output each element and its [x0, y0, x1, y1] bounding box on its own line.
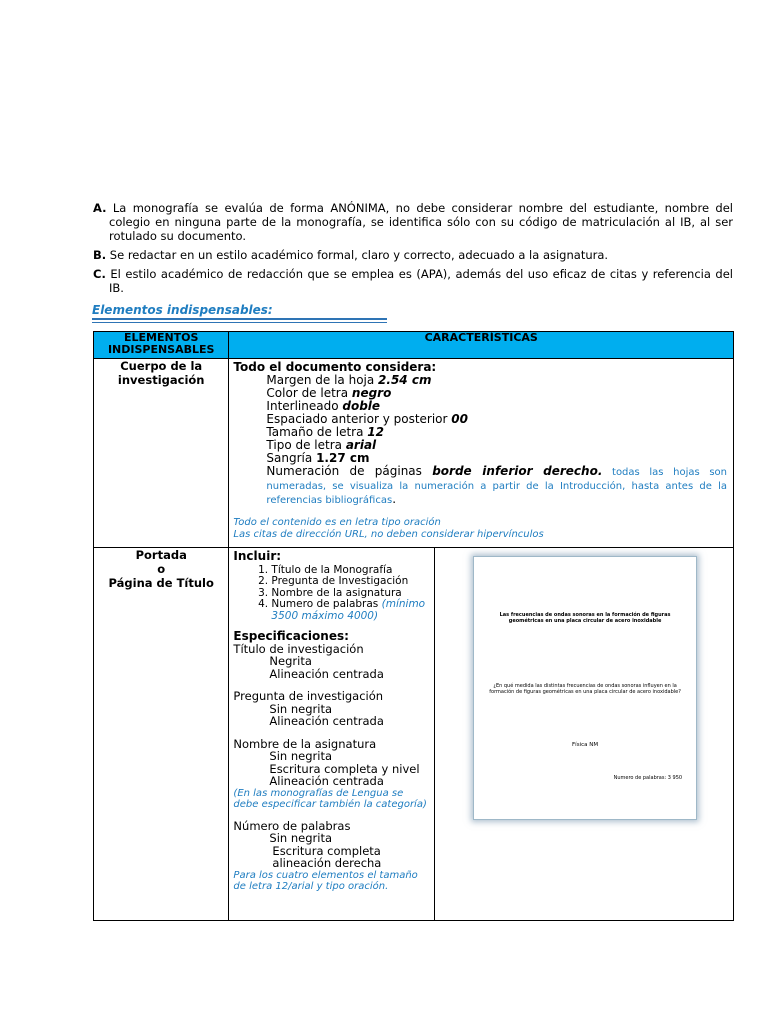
- thumbnail-subject: Física NM: [572, 742, 599, 748]
- intro-paragraphs: [93, 201, 733, 300]
- table-header-row: [94, 332, 734, 359]
- intro-letter: B.: [93, 248, 107, 262]
- cuerpo-item: Color de letra negro: [266, 386, 392, 400]
- section-title: Elementos indispensables:: [92, 303, 273, 317]
- spec-detail: Escritura completa y nivel: [269, 761, 420, 776]
- spec-detail: Alineación centrada: [269, 714, 384, 728]
- intro-item-a: [93, 201, 733, 243]
- list-item: 2. Pregunta de Investigación: [271, 576, 430, 588]
- cuerpo-item: Espaciado anterior y posterior 00: [266, 412, 468, 426]
- spec-detail: Negrita: [269, 654, 312, 668]
- title-page-example-cell: [435, 548, 734, 921]
- spec-detail: Sin negrita: [269, 831, 333, 845]
- row-label-portada: [94, 548, 229, 921]
- row-content-cuerpo: [229, 359, 734, 548]
- section-title-rule: [92, 318, 387, 323]
- spec-pregunta: Pregunta de investigación: [233, 689, 384, 703]
- intro-item-b: [93, 248, 733, 262]
- intro-text: Se redactar en un estilo académico formal, claro y correcto, adecuado a la asignatura.: [109, 248, 609, 262]
- table-row: [94, 548, 734, 921]
- thumbnail-title: Las frecuencias de ondas sonoras en la formación de figuras geométricas en una placa circular de acero inoxidable: [499, 612, 671, 624]
- intro-text: El estilo académico de redacción que se emplea es (APA), además del uso eficaz de citas y referencia del IB.: [109, 267, 734, 295]
- portada-label-line: Página de Título: [108, 576, 214, 590]
- cuerpo-item: Interlineado doble: [266, 399, 381, 413]
- requirements-table: [93, 331, 734, 921]
- intro-letter: C.: [93, 267, 106, 281]
- cuerpo-numeracion: Numeración de páginas borde inferior derecho. todas las hojas son numeradas, se visualiza la numeración a partir de la Introducción, hasta antes de la referencias bibliográficas.: [266, 464, 727, 506]
- cuerpo-item: Tipo de letra arial: [266, 438, 377, 452]
- intro-text: La monografía se evalúa de forma ANÓNIMA, no debe considerar nombre del estudiante, nombre del colegio en ninguna parte de la monografía, se identifica sólo con su código de matriculación al IB, al ser rotulado su documento.: [109, 201, 733, 243]
- cuerpo-item: Margen de la hoja 2.54 cm: [266, 373, 432, 387]
- spec-detail: Alineación centrada: [269, 666, 384, 681]
- cuerpo-notes: [233, 517, 727, 541]
- spec-nombre-note: (En las monografías de Lengua se debe especificar también la categoría): [233, 787, 427, 810]
- cuerpo-item: Sangría 1.27 cm: [266, 451, 370, 465]
- spec-heading: Especificaciones:: [233, 629, 349, 643]
- table-row: [94, 359, 734, 548]
- intro-letter: A.: [93, 201, 107, 215]
- header-elementos: ELEMENTOS INDISPENSABLES: [94, 332, 229, 359]
- header-caracteristicas: CARACTERÍSTICAS: [229, 332, 734, 359]
- row-label-cuerpo: Cuerpo de la investigación: [94, 359, 229, 548]
- title-page-thumbnail: [473, 556, 697, 820]
- spec-detail: Escritura completa: [272, 843, 381, 858]
- spec-detail: alineación derecha: [272, 856, 382, 870]
- cuerpo-item: Tamaño de letra 12: [266, 425, 384, 439]
- intro-item-c: [93, 267, 733, 295]
- spec-detail: Sin negrita: [269, 701, 333, 716]
- spec-titulo: Título de investigación: [233, 641, 364, 656]
- cuerpo-heading: Todo el documento considera:: [233, 360, 437, 374]
- list-item: 4. Numero de palabras (mínimo 3500 máximo 4000): [271, 599, 430, 622]
- spec-detail: Alineación centrada: [269, 774, 384, 788]
- cuerpo-note: Las citas de dirección URL, no deben considerar hipervínculos: [233, 529, 544, 540]
- list-item: 1. Título de la Monografía: [271, 565, 430, 577]
- portada-label-line: o: [157, 562, 166, 576]
- spec-numero: Número de palabras: [233, 818, 351, 833]
- list-item: 3. Nombre de la asignatura: [271, 588, 430, 600]
- thumbnail-question: ¿En qué medida las distintas frecuencias de ondas sonoras influyen en la formación de figuras geométricas en una placa circular de acero inoxidable?: [489, 683, 681, 695]
- thumbnail-word-count: Numero de palabras: 3 950: [613, 775, 683, 781]
- incluir-list: [233, 565, 430, 623]
- portada-label-line: Portada: [135, 548, 187, 562]
- cuerpo-note: Todo el contenido es en letra tipo oración: [233, 517, 441, 528]
- row-content-portada: [229, 548, 435, 921]
- spec-final-note: Para los cuatro elementos el tamaño de letra 12/arial y tipo oración.: [233, 869, 418, 892]
- spec-detail: Sin negrita: [269, 749, 333, 763]
- spec-nombre: Nombre de la asignatura: [233, 736, 377, 751]
- incluir-heading: Incluir:: [233, 549, 282, 563]
